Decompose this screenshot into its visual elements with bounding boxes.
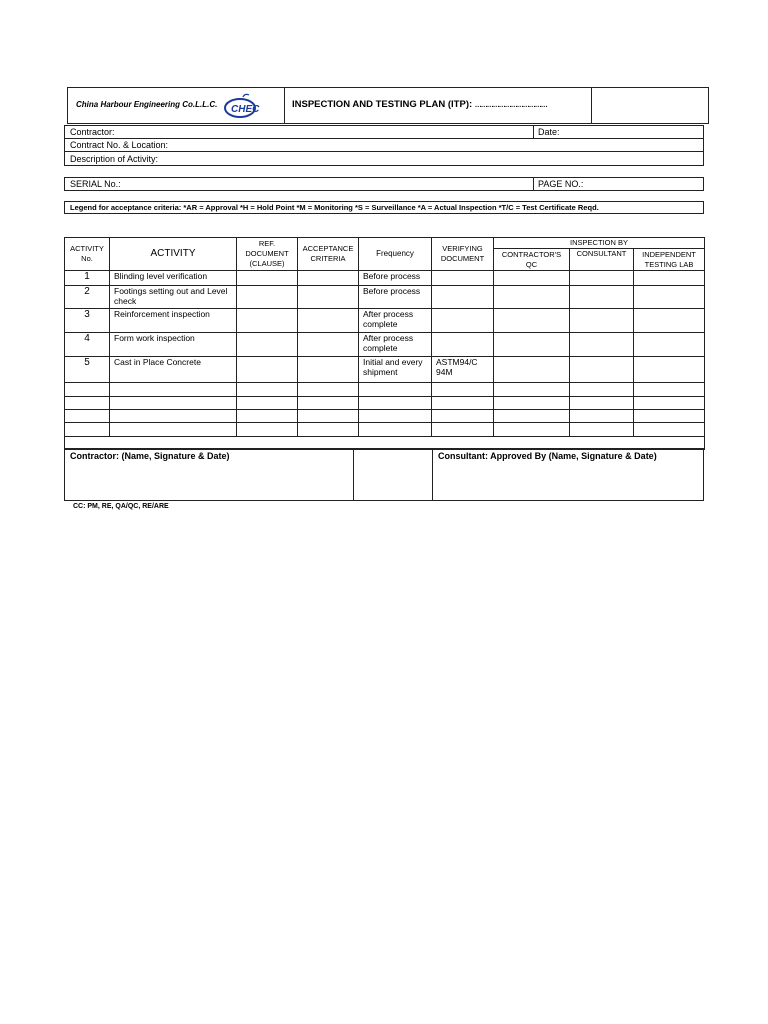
- empty-cell: [298, 383, 359, 397]
- row-frequency: After process complete: [359, 309, 432, 333]
- page-title: [292, 99, 547, 110]
- empty-cell: [432, 383, 494, 397]
- table-row: [65, 410, 705, 423]
- empty-cell: [432, 397, 494, 410]
- header-independent-lab: INDEPENDENT TESTING LAB: [634, 249, 705, 271]
- date-divider: [533, 126, 534, 139]
- empty-cell: [494, 410, 570, 423]
- row-lab: [634, 357, 705, 383]
- row-no: 4: [65, 333, 110, 357]
- row-activity: Cast in Place Concrete: [110, 357, 237, 383]
- header-contractor-qc: CONTRACTOR'S QC: [494, 249, 570, 271]
- row-verifying: [432, 333, 494, 357]
- title-fill: ………………………………: [474, 102, 547, 109]
- row-verifying: ASTM94/C 94M: [432, 357, 494, 383]
- company-name: China Harbour Engineering Co.L.L.C.: [76, 100, 218, 109]
- empty-cell: [110, 423, 237, 437]
- empty-cell: [570, 410, 634, 423]
- row-lab: [634, 333, 705, 357]
- row-no: 3: [65, 309, 110, 333]
- empty-cell: [359, 383, 432, 397]
- header-activity: ACTIVITY: [110, 238, 237, 271]
- legend: [64, 201, 704, 214]
- empty-cell: [432, 423, 494, 437]
- empty-cell: [298, 397, 359, 410]
- table-row: [65, 397, 705, 410]
- empty-cell: [65, 383, 110, 397]
- empty-cell: [359, 423, 432, 437]
- row-ref-doc: [237, 286, 298, 309]
- row-frequency: Initial and every shipment: [359, 357, 432, 383]
- empty-cell: [110, 383, 237, 397]
- empty-cell: [494, 423, 570, 437]
- contract-no-label: Contract No. & Location:: [70, 140, 169, 150]
- row-verifying: [432, 309, 494, 333]
- header-frequency: Frequency: [359, 238, 432, 271]
- empty-cell: [237, 383, 298, 397]
- row-contractor-qc: [494, 309, 570, 333]
- empty-cell: [110, 410, 237, 423]
- row-verifying: [432, 271, 494, 286]
- empty-cell: [570, 397, 634, 410]
- header-consultant: CONSULTANT: [570, 249, 634, 271]
- header-verifying-document: VERIFYING DOCUMENT: [432, 238, 494, 271]
- empty-cell: [359, 397, 432, 410]
- header-activity-no: ACTIVITY No.: [65, 238, 110, 271]
- row-acceptance: [298, 309, 359, 333]
- title-text: INSPECTION AND TESTING PLAN (ITP):: [292, 99, 475, 110]
- logo-text: CHEC: [231, 104, 260, 115]
- empty-cell: [65, 410, 110, 423]
- company-logo: [223, 92, 261, 120]
- table-row: [65, 271, 705, 286]
- row-frequency: After process complete: [359, 333, 432, 357]
- table-row: [65, 286, 705, 309]
- signature-divider-1: [353, 449, 354, 500]
- table-row: [65, 383, 705, 397]
- row-consultant: [570, 333, 634, 357]
- row-ref-doc: [237, 309, 298, 333]
- empty-cell: [634, 397, 705, 410]
- row-acceptance: [298, 333, 359, 357]
- row-ref-doc: [237, 333, 298, 357]
- empty-cell: [298, 410, 359, 423]
- empty-cell: [237, 397, 298, 410]
- row-consultant: [570, 286, 634, 309]
- description-label: Description of Activity:: [70, 154, 159, 164]
- row-ref-doc: [237, 357, 298, 383]
- header-acceptance-criteria: ACCEPTANCE CRITERIA: [298, 238, 359, 271]
- empty-cell: [237, 423, 298, 437]
- legend-text: Legend for acceptance criteria: *AR = Approval *H = Hold Point *M = Monitoring *S = Surveillance *A = Actual Inspection *T/C = Test Certificate Reqd.: [70, 203, 599, 212]
- empty-cell: [570, 423, 634, 437]
- row-acceptance: [298, 286, 359, 309]
- header-ref-document: REF. DOCUMENT (CLAUSE): [237, 238, 298, 271]
- row-lab: [634, 271, 705, 286]
- signature-divider-2: [432, 449, 433, 500]
- consultant-signature-label: Consultant: Approved By (Name, Signature & Date): [438, 451, 657, 461]
- cc-line: CC: PM, RE, QA/QC, RE/ARE: [73, 503, 169, 510]
- row-acceptance: [298, 271, 359, 286]
- empty-cell: [65, 423, 110, 437]
- empty-cell: [634, 383, 705, 397]
- info-row-contract: [65, 139, 703, 152]
- signature-block: [64, 448, 704, 501]
- row-lab: [634, 286, 705, 309]
- row-acceptance: [298, 357, 359, 383]
- row-verifying: [432, 286, 494, 309]
- row-frequency: Before process: [359, 271, 432, 286]
- table-row: [65, 423, 705, 437]
- page-no-label: PAGE NO.:: [538, 179, 584, 189]
- header-inspection-by: INSPECTION BY: [494, 238, 705, 249]
- row-ref-doc: [237, 271, 298, 286]
- contractor-signature-label: Contractor: (Name, Signature & Date): [70, 451, 230, 461]
- row-contractor-qc: [494, 357, 570, 383]
- empty-cell: [237, 410, 298, 423]
- row-no: 5: [65, 357, 110, 383]
- row-lab: [634, 309, 705, 333]
- empty-cell: [494, 383, 570, 397]
- title-divider-right: [591, 88, 592, 123]
- row-activity: Reinforcement inspection: [110, 309, 237, 333]
- header-box: [67, 87, 709, 124]
- empty-cell: [432, 410, 494, 423]
- empty-cell: [359, 410, 432, 423]
- row-contractor-qc: [494, 271, 570, 286]
- row-contractor-qc: [494, 333, 570, 357]
- row-no: 1: [65, 271, 110, 286]
- row-consultant: [570, 271, 634, 286]
- page-no-divider: [533, 178, 534, 190]
- row-activity: Footings setting out and Level check: [110, 286, 237, 309]
- row-contractor-qc: [494, 286, 570, 309]
- empty-cell: [298, 423, 359, 437]
- empty-cell: [110, 397, 237, 410]
- empty-cell: [570, 383, 634, 397]
- table-row: [65, 309, 705, 333]
- table-row: [65, 357, 705, 383]
- table-row: [65, 333, 705, 357]
- empty-cell: [634, 423, 705, 437]
- row-activity: Blinding level verification: [110, 271, 237, 286]
- row-consultant: [570, 309, 634, 333]
- serial-label: SERIAL No.:: [70, 179, 121, 189]
- row-activity: Form work inspection: [110, 333, 237, 357]
- empty-cell: [634, 410, 705, 423]
- row-no: 2: [65, 286, 110, 309]
- info-row-contractor: [65, 126, 703, 139]
- serial-row: [64, 177, 704, 191]
- empty-cell: [65, 397, 110, 410]
- itp-table: [64, 237, 705, 450]
- info-block: [64, 125, 704, 166]
- empty-cell: [494, 397, 570, 410]
- contractor-label: Contractor:: [70, 127, 115, 137]
- date-label: Date:: [538, 127, 560, 137]
- title-divider: [284, 88, 285, 123]
- row-frequency: Before process: [359, 286, 432, 309]
- row-consultant: [570, 357, 634, 383]
